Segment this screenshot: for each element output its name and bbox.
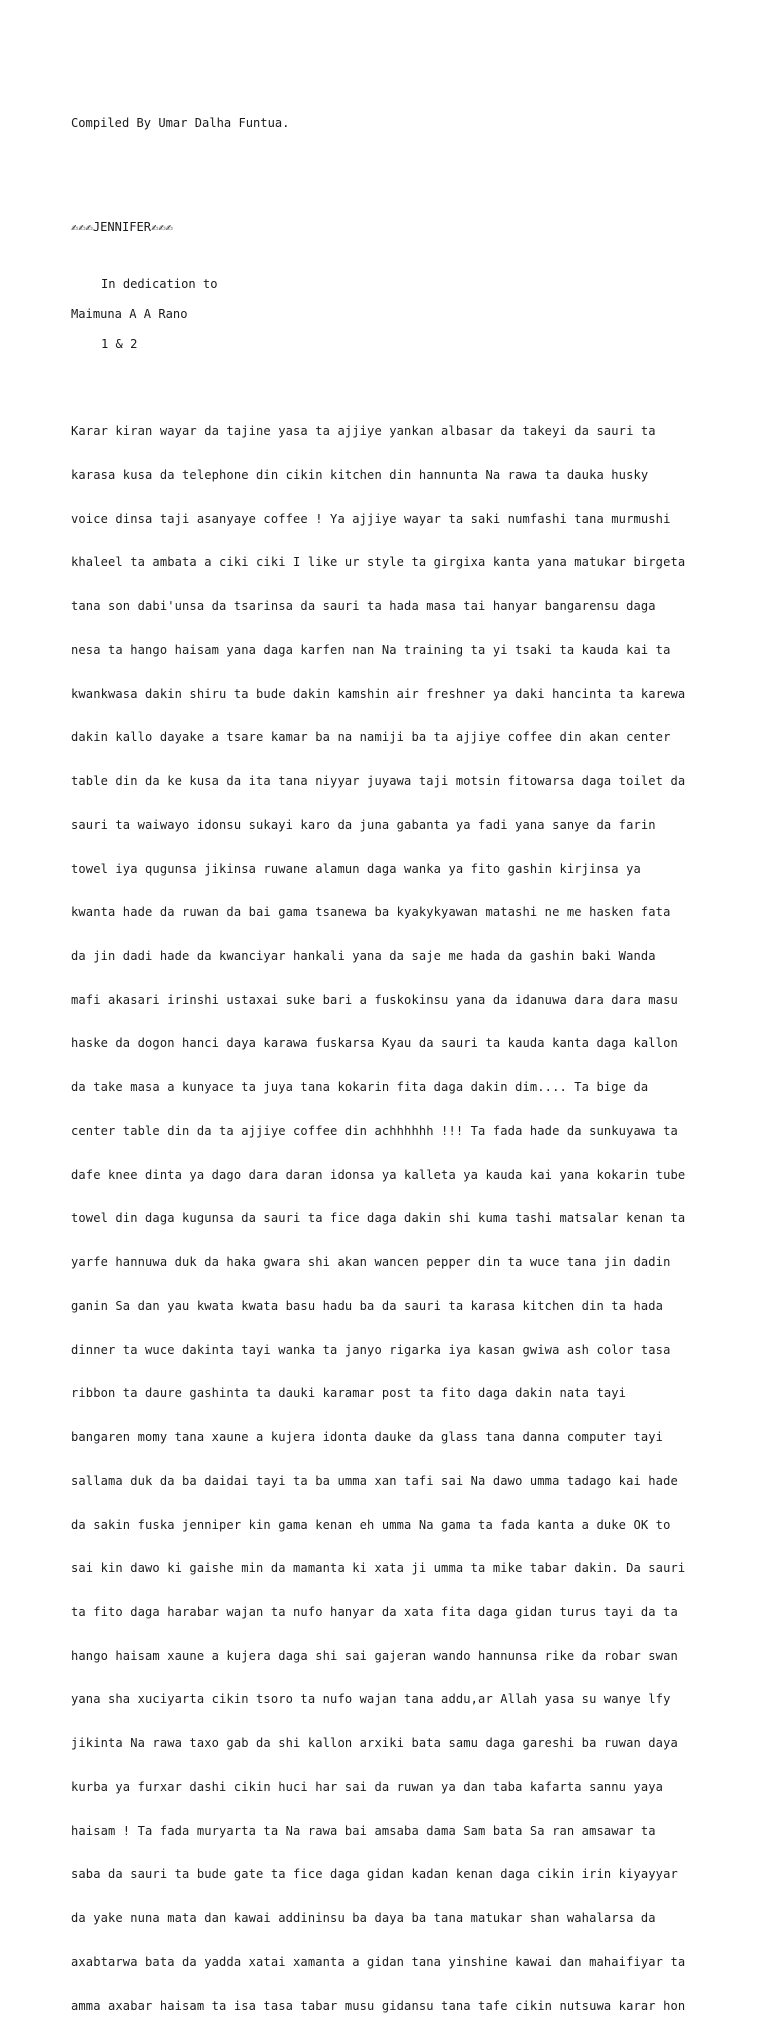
body-line: kwankwasa dakin shiru ta bude dakin kamshin air freshner ya daki hancinta ta karewa [71,686,686,701]
body-line: table din da ke kusa da ita tana niyyar juyawa taji motsin fitowarsa daga toilet da [71,774,686,789]
dedication-intro: In dedication to [101,277,218,291]
body-line: towel din daga kugunsa da sauri ta fice daga dakin shi kuma tashi matsalar kenan ta [71,1211,686,1226]
body-line: axabtarwa bata da yadda xatai xamanta a gidan tana yinshine kawai dan mahaifiyar ta [71,1954,686,1969]
body-line: da sakin fuska jenniper kin gama kenan eh umma Na gama ta fada kanta a duke OK to [71,1517,671,1532]
body-line: da take masa a kunyace ta juya tana kokarin fita daga dakin dim.... Ta bige da [71,1080,649,1095]
dedicatee-name: Maimuna A A Rano [71,307,188,321]
body-line: tana son dabi'unsa da tsarinsa da sauri ta hada masa tai hanyar bangarensu daga [71,599,656,614]
body-line: mafi akasari irinshi ustaxai suke bari a fuskokinsu yana da idanuwa dara dara masu [71,992,678,1007]
body-line: ganin Sa dan yau kwata kwata basu hadu ba da sauri ta karasa kitchen din ta hada [71,1298,664,1313]
body-line: yarfe hannuwa duk da haka gwara shi akan wancen pepper din ta wuce tana jin dadin [71,1255,671,1270]
story-title: ✍✍✍JENNIFER✍✍✍ [71,220,173,234]
body-line: kwanta hade da ruwan da bai gama tsanewa ba kyakykyawan matashi ne me hasken fata [71,905,671,920]
body-line: karasa kusa da telephone din cikin kitchen din hannunta Na rawa ta dauka husky [71,467,649,482]
body-line: bangaren momy tana xaune a kujera idonta dauke da glass tana danna computer tayi [71,1430,664,1445]
body-line: amma axabar haisam ta isa tasa tabar musu gidansu tana tafe cikin nutsuwa karar hon [71,1998,686,2013]
body-line: voice dinsa taji asanyaye coffee ! Ya ajjiye wayar ta saki numfashi tana murmushi [71,511,671,526]
body-line: da yake nuna mata dan kawai addininsu ba daya ba tana matukar shan wahalarsa da [71,1911,656,1926]
body-line: sai kin dawo ki gaishe min da mamanta ki xata ji umma ta mike tabar dakin. Da sauri [71,1561,686,1576]
body-line: Karar kiran wayar da tajine yasa ta ajjiye yankan albasar da takeyi da sauri ta [71,424,656,439]
body-line: dafe knee dinta ya dago dara daran idonsa ya kalleta ya kauda kai yana kokarin tube [71,1167,686,1182]
body-line: saba da sauri ta bude gate ta fice daga gidan kadan kenan daga cikin irin kiyayyar [71,1867,678,1882]
body-line: kurba ya furxar dashi cikin huci har sai da ruwan ya dan taba kafarta sannu yaya [71,1779,664,1794]
body-line: ribbon ta daure gashinta ta dauki karamar post ta fito daga dakin nata tayi [71,1386,627,1401]
body-line: towel iya qugunsa jikinsa ruwane alamun daga wanka ya fito gashin kirjinsa ya [71,861,641,876]
body-line: sallama duk da ba daidai tayi ta ba umma xan tafi sai Na dawo umma tadago kai hade [71,1473,678,1488]
body-line: sauri ta waiwayo idonsu sukayi karo da juna gabanta ya fadi yana sanye da farin [71,817,656,832]
body-line: haske da dogon hanci daya karawa fuskarsa Kyau da sauri ta kauda kanta daga kallon [71,1036,678,1051]
compiled-by-line: Compiled By Umar Dalha Funtua. [71,116,290,130]
body-line: jikinta Na rawa taxo gab da shi kallon arxiki bata samu daga gareshi ba ruwan daya [71,1736,678,1751]
body-line: ta fito daga harabar wajan ta nufo hanyar da xata fita daga gidan turus tayi da ta [71,1604,678,1619]
body-line: dakin kallo dayake a tsare kamar ba na namiji ba ta ajjiye coffee din akan center [71,730,671,745]
body-line: nesa ta hango haisam yana daga karfen nan Na training ta yi tsaki ta kauda kai ta [71,642,671,657]
body-line: yana sha xuciyarta cikin tsoro ta nufo wajan tana addu,ar Allah yasa su wanye lfy [71,1692,671,1707]
body-line: da jin dadi hade da kwanciyar hankali yana da saje me hada da gashin baki Wanda [71,948,656,963]
body-line: dinner ta wuce dakinta tayi wanka ta janyo rigarka iya kasan gwiwa ash color tasa [71,1342,671,1357]
body-line: khaleel ta ambata a ciki ciki I like ur style ta girgixa kanta yana matukar birgeta [71,555,686,570]
parts-label: 1 & 2 [101,337,138,351]
body-line: haisam ! Ta fada muryarta ta Na rawa bai amsaba dama Sam bata Sa ran amsawar ta [71,1823,656,1838]
body-line: hango haisam xaune a kujera daga shi sai gajeran wando hannunsa rike da robar swan [71,1648,678,1663]
story-body [71,395,711,2042]
body-line: center table din da ta ajjiye coffee din achhhhhh !!! Ta fada hade da sunkuyawa ta [71,1123,678,1138]
